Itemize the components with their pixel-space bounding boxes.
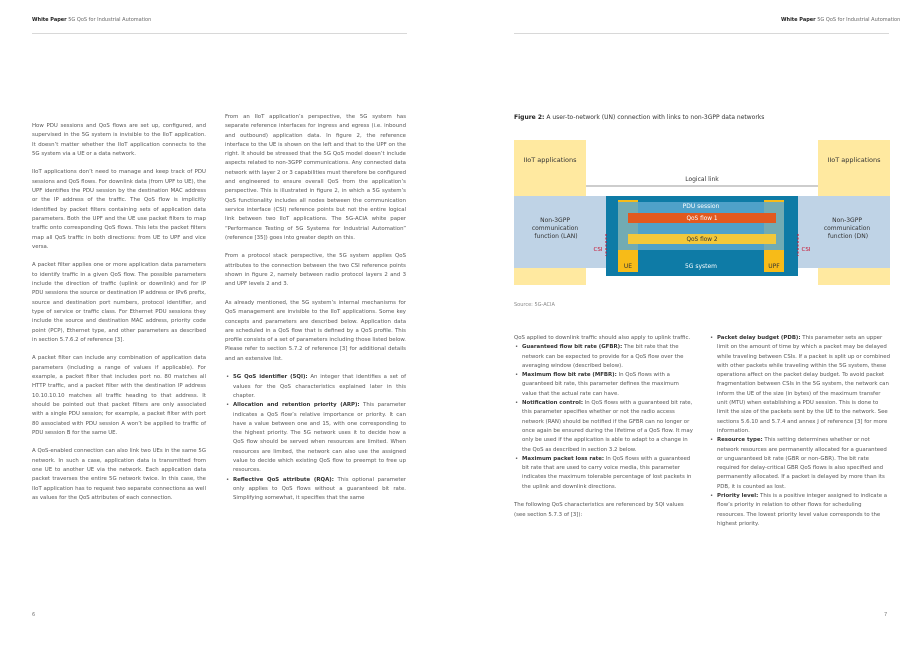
figure-caption	[514, 114, 764, 121]
left-header-rule	[32, 33, 407, 34]
bullet-item	[717, 492, 890, 529]
qos-flow-1-label: QoS flow 1	[686, 216, 718, 222]
col1-paragraph: A packet filter can include any combination of application data parameters (including a range of values if applicable). For example, a packet filter that includes port no. 80 matches all HTTP traffic, and a packet filter with the destination IP address 10.10.10.10 matches all traffic heading to that address. It should be pointed out that packet filters are only associated with a single PDU session; for example, a packet filter with port 80 associated with PDU session A won’t be applied to traffic of PDU session B for the same UE.	[32, 355, 206, 436]
bullet-text: This optional parameter only applies to QoS flows without a guaranteed bit rate. Simplifying somewhat, it specifies that the same	[233, 476, 407, 502]
column-4	[709, 334, 890, 539]
page-number-right: 7	[884, 612, 888, 618]
bullet-label: Notification control:	[522, 400, 583, 407]
upf-label: UPF	[768, 263, 780, 270]
figure-caption-text: A user-to-network (UN) connection with links to non-3GPP data networks	[544, 114, 765, 121]
figure-2-diagram	[514, 140, 890, 285]
column-2	[225, 113, 406, 513]
right-header-title: 5G QoS for Industrial Automation	[817, 17, 901, 23]
csi-left-label: CSI	[593, 247, 603, 253]
bullet-label: Resource type:	[717, 437, 763, 444]
col2-paragraph: From a protocol stack perspective, the 5G system applies QoS attributes to the connection between the two CSI reference points shown in figure 2, namely between radio protocol layers 2 and 3 and UPF levels 2 and 3.	[225, 253, 406, 288]
pdu-session-label: PDU session	[682, 203, 720, 210]
col2-paragraph: As already mentioned, the 5G system’s internal mechanisms for QoS management are invisible to the IIoT applications. Some key concepts and parameters are described below. Application data are scheduled in a QoS flow that is defined by a QoS profile. This profile consists of a set of parameters including those listed below. Please refer to section 5.7.2 of reference [3] for additional details and an extensive list.	[225, 299, 406, 362]
iiot-app-left-label: IIoT applications	[523, 156, 577, 164]
non3gpp-left-line: communication	[531, 225, 579, 232]
col3-paragraph: QoS applied to downlink traffic should also apply to uplink traffic.	[514, 335, 691, 341]
non3gpp-left-line: Non-3GPP	[540, 217, 570, 224]
non3gpp-right-line: Non-3GPP	[832, 217, 862, 224]
non3gpp-right-line: communication	[823, 225, 871, 232]
col3-paragraph: The following QoS characteristics are referenced by 5QI values (see section 5.7.3 of [3]):	[514, 502, 684, 518]
figure-source: Source: 5G-ACIA	[514, 302, 555, 308]
bullet-item	[717, 436, 890, 492]
bullet-label: 5G QoS identifier (5QI):	[233, 374, 308, 381]
bullet-text: An integer that identifies a set of values for the QoS characteristics explained later in this chapter.	[233, 374, 406, 399]
qos-flow-2-label: QoS flow 2	[686, 237, 718, 243]
bullet-item	[522, 455, 695, 492]
logical-link-label: Logical link	[685, 176, 719, 183]
page-number-left: 6	[32, 612, 36, 618]
left-header-title: 5G QoS for Industrial Automation	[68, 17, 152, 23]
bullet-label: Maximum flow bit rate (MFBR):	[522, 372, 617, 379]
bullet-text: In QoS flows with a guaranteed bit rate, this parameter defines the maximum value that the actual rate can have.	[522, 372, 679, 397]
ue-label: UE	[623, 263, 633, 270]
col3-bullet-list	[514, 343, 695, 492]
right-header-rule	[514, 33, 889, 34]
bullet-label: Reflective QoS attribute (RQA):	[233, 476, 334, 483]
bullet-label: Guaranteed flow bit rate (GFBR):	[522, 344, 623, 351]
bullet-text: In QoS flows with a guaranteed bit rate that are used to carry voice media, this parameter indicates the maximum tolerable percentage of lost packets in the uplink and downlink directions.	[522, 455, 692, 490]
col1-paragraph: A packet filter applies one or more application data parameters to identify traffic in a given QoS flow. The possible parameters include the direction of traffic (uplink or downlink) and for IP PDU sessions the source or destination IP address or IPv6 prefix, source and destination port numbers, protocol identifier, and type of service or traffic class. For Ethernet PDU sessions they include the source and destination MAC address, priority code point (PCP), Ethernet type, and other parameters as described in section 5.7.6.2 of reference [3].	[32, 262, 206, 343]
csi-right-label: CSI	[801, 247, 811, 253]
bullet-text: This parameter sets an upper limit on the amount of time by which a packet may be delayed while traveling between CSIs. If a packet is split up or combined with other packets while traveling within the 5G system, these operations affect on the packet delay budget. To avoid packet fragmentation between CSIs in the 5G system, the network can inform the UE of the size (in bytes) of the maximum transfer unit (MTU) when establishing a PDU session. This is done to limit the size of the packets sent by the UE to the network. See sections 5.6.10 and 5.7.4 and annex J of reference [3] for more information.	[717, 335, 890, 434]
bullet-text: This is a positive integer assigned to indicate a flow’s priority in relation to other flows for scheduling resources. The lowest priority level value corresponds to the highest priority.	[717, 493, 888, 527]
non3gpp-right-line: function (DN)	[827, 233, 869, 240]
bullet-label: Priority level:	[717, 493, 759, 500]
col1-paragraph: How PDU sessions and QoS flows are set up, configured, and supervised in the 5G system is invisible to the IIoT application. It doesn’t matter whether the IIoT application connects to the 5G system via a UE or a data network.	[32, 123, 206, 157]
bullet-item	[522, 399, 695, 455]
right-running-header	[781, 17, 900, 23]
bullet-item	[717, 334, 890, 436]
bullet-label: Packet delay budget (PDB):	[717, 335, 801, 341]
left-header-doc: White Paper	[32, 17, 67, 23]
iiot-app-right-label: IIoT applications	[827, 156, 881, 164]
bullet-item	[233, 476, 406, 504]
non3gpp-right-box	[798, 196, 890, 268]
column-3	[514, 334, 695, 529]
right-header-doc: White Paper	[781, 17, 816, 23]
bullet-text: The bit rate that the network can be expected to provide for a QoS flow over the averaging window (described below).	[522, 344, 684, 369]
non3gpp-left-box	[514, 196, 606, 268]
bullet-item	[233, 401, 406, 475]
column-1	[32, 122, 206, 512]
bullet-label: Maximum packet loss rate:	[522, 455, 605, 462]
bullet-text: This parameter indicates a QoS flow’s relative importance or priority. It can have a value between one and 15, with one corresponding to the highest priority. The 5G network uses it to decide how a QoS flow should be served when resources are limited. When resources are limited, the network can also use the assigned value to decide which existing QoS flow to preempt to free up resources.	[233, 402, 406, 474]
col1-paragraph: IIoT applications don’t need to manage and keep track of PDU sessions and QoS flows. For downlink data (from UPF to UE), the UPF identifies the PDU session by the destination MAC address or the IP address of the traffic. The QoS flow is implicitly identified by packet filters containing sets of application data parameters. Both the UPF and the UE use packet filters to map traffic onto corresponding QoS flows. This lets the packet filters map all QoS traffic in both directions: from UE to UPF and vice versa.	[32, 169, 206, 250]
non3gpp-left-line: function (LAN)	[534, 233, 578, 240]
5g-system-label: 5G system	[684, 263, 718, 270]
col2-bullet-list	[225, 373, 406, 503]
left-running-header	[32, 17, 151, 23]
bullet-item	[522, 343, 695, 371]
bullet-text: In QoS flows with a guaranteed bit rate, this parameter specifies whether or not the radio access network (RAN) should be notified if the GFBR can no longer or once again be ensured during the lifetime of a QoS flow. It may only be used if the application is able to adapt to a change in the QoS as described in section 3.2 below.	[522, 400, 693, 453]
bullet-text: This setting determines whether or not network resources are permanently allocated for a guaranteed or unguaranteed bit rate (GBR or non-GBR). The bit rate required for delay-critical GBR QoS flows is also specified and permanently allocated. If a packet is delayed by more than its PDB, it is counted as lost.	[717, 437, 887, 490]
bullet-label: Allocation and retention priority (ARP):	[233, 402, 360, 409]
col1-paragraph: A QoS-enabled connection can also link two UEs in the same 5G network. In such a case, application data is transmitted from one UE to another UE via the network. Each application data packet traverses the entire 5G network twice. In this case, the IIoT application has to request two separate connections as well as values for the QoS attributes of each connection.	[32, 448, 206, 501]
col4-bullet-list	[709, 334, 890, 529]
bullet-item	[233, 373, 406, 401]
figure-caption-label: Figure 2:	[514, 114, 545, 121]
col2-paragraph: From an IIoT application’s perspective, the 5G system has separate reference interfaces for ingress and egress (i.e. inbound and outbound) application data. In figure 2, the reference interface to the UE is shown on the left and that to the UPF on the right. It should be stressed that the 5G QoS model doesn’t include aspects related to non-3GPP communications. Any connected data network with layer 2 or 3 capabilities must therefore be configured and engineered to ensure overall QoS from the application’s perspective. This is illustrated in figure 2, in which a 5G system’s QoS functionality includes all nodes between the communication service interface (CSI) reference points but not the entire logical link between two IIoT applications. The 5G-ACIA white paper “Performance Testing of 5G Systems for Industrial Automation” (reference [35]) goes into greater depth on this.	[225, 114, 406, 241]
bullet-item	[522, 371, 695, 399]
